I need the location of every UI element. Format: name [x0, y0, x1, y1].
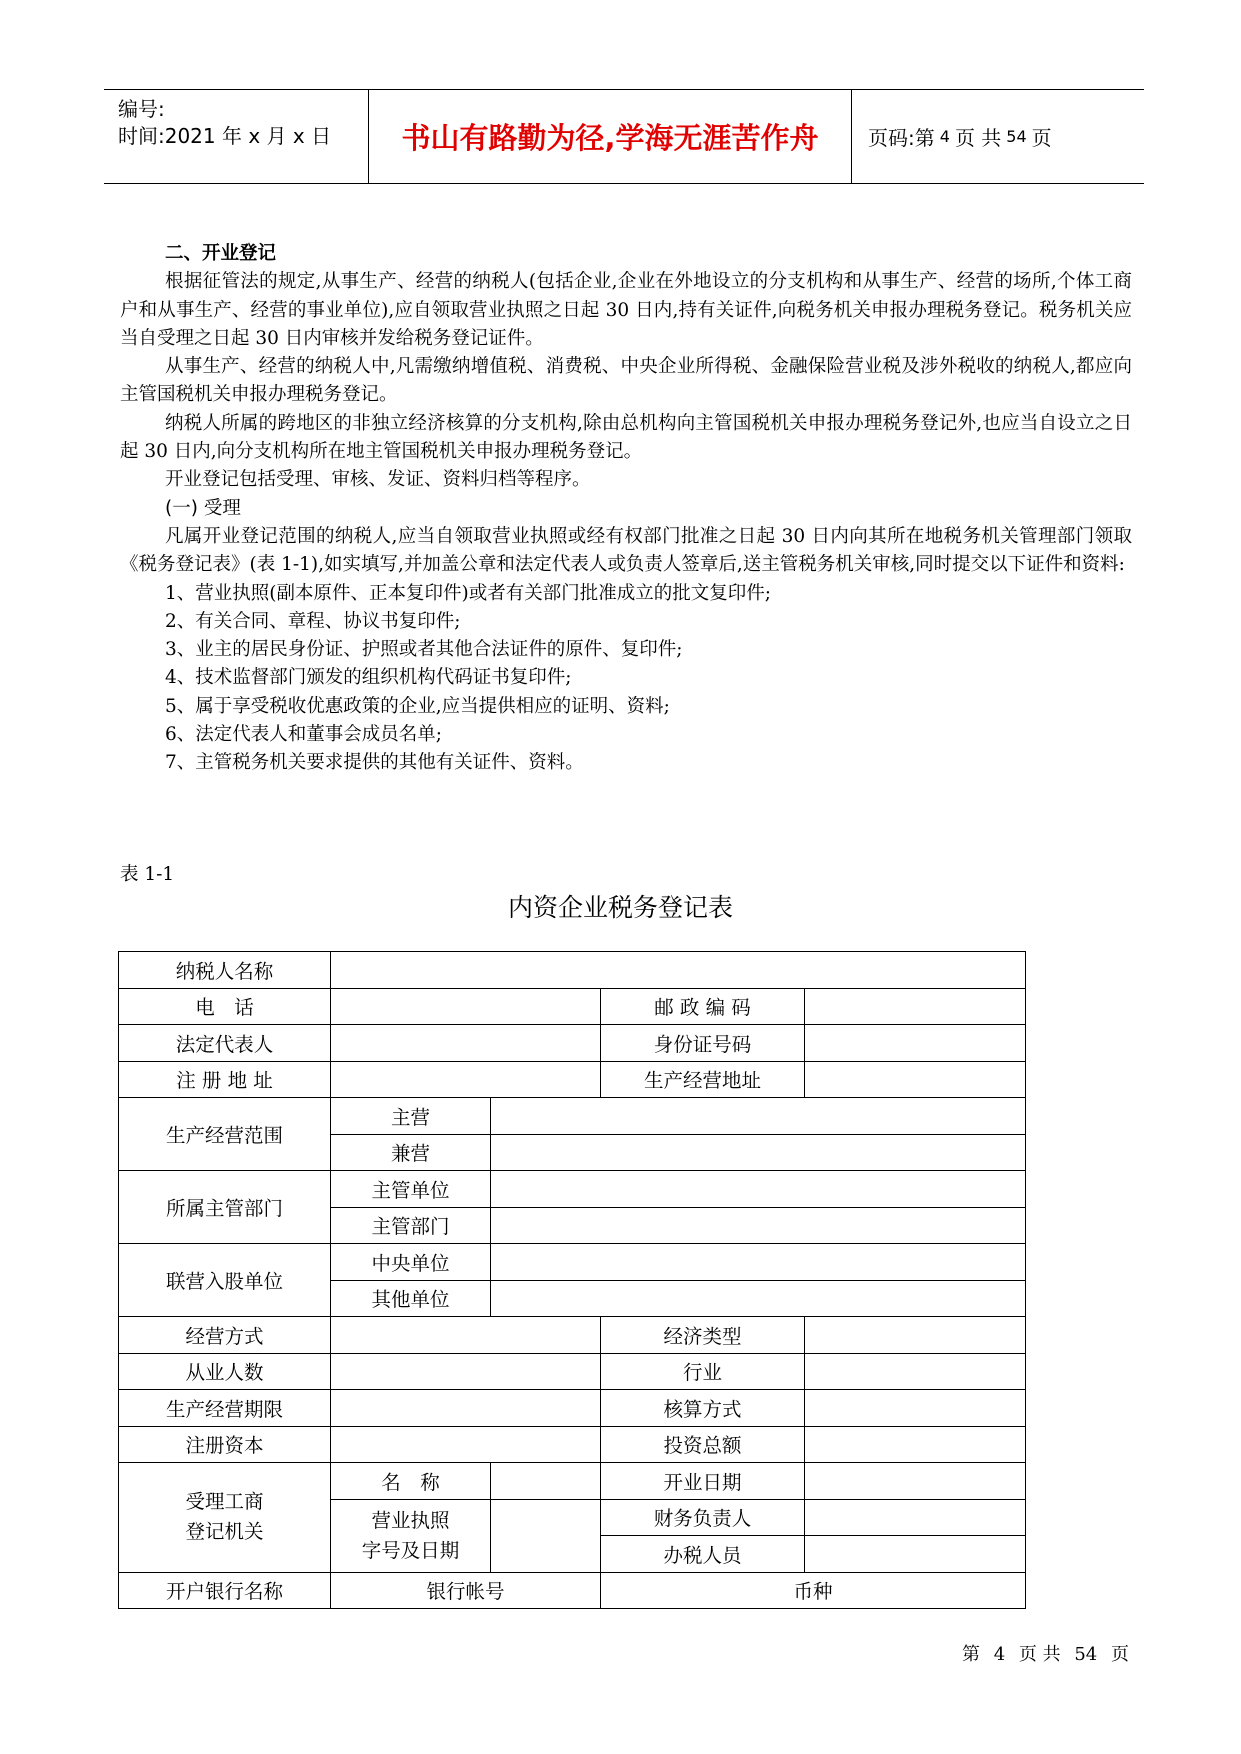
authority-name-field[interactable]: [491, 1463, 601, 1500]
table-row: [119, 1098, 1026, 1135]
econ-type-field[interactable]: [805, 1317, 1026, 1354]
joint-unit-label: 联营入股单位: [119, 1244, 331, 1317]
biz-period-label: 生产经营期限: [119, 1390, 331, 1427]
header-motto: 书山有路勤为径,学海无涯苦作舟: [369, 90, 852, 183]
biz-mode-label: 经营方式: [119, 1317, 331, 1354]
paragraph: 开业登记包括受理、审核、发证、资料归档等程序。: [165, 469, 591, 491]
sub-section-title: (一) 受理: [165, 497, 241, 519]
footer-prefix: 第: [961, 1644, 980, 1665]
list-item: 3、业主的居民身份证、护照或者其他合法证件的原件、复印件;: [165, 639, 683, 661]
id-number-label: 身份证号码: [601, 1025, 805, 1062]
authority-name-label: 名 称: [331, 1463, 491, 1500]
page-mid: 页 共: [954, 126, 1002, 150]
currency-label: 币种: [601, 1572, 1026, 1609]
biz-mode-field[interactable]: [331, 1317, 601, 1354]
footer-suffix: 页: [1111, 1644, 1129, 1665]
list-item: 7、主管税务机关要求提供的其他有关证件、资料。: [165, 752, 584, 774]
industry-field[interactable]: [805, 1353, 1026, 1390]
table-row: [119, 1061, 1026, 1098]
table-row: [119, 1025, 1026, 1062]
reg-authority-line-2: 登记机关: [185, 1520, 264, 1544]
biz-period-field[interactable]: [331, 1390, 601, 1427]
number-label: 编号:: [118, 97, 165, 121]
footer-total: 54: [1074, 1644, 1098, 1665]
page-total: 54: [1006, 127, 1027, 146]
phone-label: 电 话: [119, 988, 331, 1025]
document-body: [120, 240, 1132, 778]
taxpayer-name-field[interactable]: [331, 952, 1026, 989]
industry-label: 行业: [601, 1353, 805, 1390]
section-title: 二、开业登记: [165, 243, 277, 264]
list-item: 5、属于享受税收优惠政策的企业,应当提供相应的证明、资料;: [165, 695, 670, 717]
table-row: [119, 1390, 1026, 1427]
biz-scope-label: 生产经营范围: [119, 1098, 331, 1171]
biz-address-field[interactable]: [805, 1061, 1026, 1098]
table-row: [119, 1244, 1026, 1281]
page-prefix: 页码:第: [868, 126, 935, 150]
econ-type-label: 经济类型: [601, 1317, 805, 1354]
paragraph: 纳税人所属的跨地区的非独立经济核算的分支机构,除由总机构向主管国税机关申报办理税务登记外,也应当自设立之日起 30 日内,向分支机构所在地主管国税机关申报办理税务登记。: [120, 412, 1132, 463]
id-number-field[interactable]: [805, 1025, 1026, 1062]
bank-account-label: 银行帐号: [331, 1572, 601, 1609]
postcode-field[interactable]: [805, 988, 1026, 1025]
main-biz-field[interactable]: [491, 1098, 1026, 1135]
phone-field[interactable]: [331, 988, 601, 1025]
time-label: 时间:2021 年 x 月 x 日: [118, 124, 332, 148]
page-header: [104, 89, 1144, 184]
table-row: [119, 988, 1026, 1025]
open-date-field[interactable]: [805, 1463, 1026, 1500]
employees-field[interactable]: [331, 1353, 601, 1390]
header-page-indicator: [852, 90, 1144, 183]
table-label: 表 1-1: [120, 864, 175, 885]
supervisor-dept-label: 主管部门: [331, 1207, 491, 1244]
table-row: [119, 1317, 1026, 1354]
license-label: [331, 1499, 491, 1572]
supervisor-dept-field[interactable]: [491, 1207, 1026, 1244]
tax-staff-field[interactable]: [805, 1536, 1026, 1573]
license-field[interactable]: [491, 1499, 601, 1572]
legal-rep-label: 法定代表人: [119, 1025, 331, 1062]
accounting-label: 核算方式: [601, 1390, 805, 1427]
header-meta: [104, 90, 369, 183]
supervisor-unit-label: 主管单位: [331, 1171, 491, 1208]
employees-label: 从业人数: [119, 1353, 331, 1390]
postcode-label: 邮 政 编 码: [601, 988, 805, 1025]
table-row: [119, 1171, 1026, 1208]
paragraph: 根据征管法的规定,从事生产、经营的纳税人(包括企业,企业在外地设立的分支机构和从事生产、经营的场所,个体工商户和从事生产、经营的事业单位),应自领取营业执照之日起 30 日内,持有关证件,向税务机关申报办理税务登记。税务机关应当自受理之日起 30 日内审核并发给税务登记证件。: [120, 271, 1132, 349]
main-biz-label: 主营: [331, 1098, 491, 1135]
footer-page: 4: [993, 1644, 1006, 1665]
table-row: [119, 952, 1026, 989]
reg-address-field[interactable]: [331, 1061, 601, 1098]
table-row: [119, 1463, 1026, 1500]
open-date-label: 开业日期: [601, 1463, 805, 1500]
central-unit-field[interactable]: [491, 1244, 1026, 1281]
list-item: 6、法定代表人和董事会成员名单;: [165, 724, 443, 746]
other-unit-label: 其他单位: [331, 1280, 491, 1317]
reg-address-label: 注 册 地 址: [119, 1061, 331, 1098]
list-item: 2、有关合同、章程、协议书复印件;: [165, 610, 461, 632]
license-line-2: 字号及日期: [361, 1538, 460, 1562]
reg-authority-line-1: 受理工商: [185, 1490, 264, 1514]
central-unit-label: 中央单位: [331, 1244, 491, 1281]
dept-label: 所属主管部门: [119, 1171, 331, 1244]
reg-capital-label: 注册资本: [119, 1426, 331, 1463]
paragraph: 凡属开业登记范围的纳税人,应当自领取营业执照或经有权部门批准之日起 30 日内向其所在地税务机关管理部门领取《税务登记表》(表 1-1),如实填写,并加盖公章和法定代表人或负责人签章后,送主管税务机关审核,同时提交以下证件和资料:: [120, 525, 1132, 576]
list-item: 1、营业执照(副本原件、正本复印件)或者有关部门批准成立的批文复印件;: [165, 582, 771, 604]
page-suffix: 页: [1031, 126, 1052, 150]
table-row: [119, 1426, 1026, 1463]
reg-capital-field[interactable]: [331, 1426, 601, 1463]
finance-head-label: 财务负责人: [601, 1499, 805, 1536]
page-number: 4: [939, 127, 950, 146]
bank-name-label: 开户银行名称: [119, 1572, 331, 1609]
tax-staff-label: 办税人员: [601, 1536, 805, 1573]
legal-rep-field[interactable]: [331, 1025, 601, 1062]
reg-authority-label: [119, 1463, 331, 1573]
finance-head-field[interactable]: [805, 1499, 1026, 1536]
side-biz-field[interactable]: [491, 1134, 1026, 1171]
total-invest-field[interactable]: [805, 1426, 1026, 1463]
taxpayer-name-label: 纳税人名称: [119, 952, 331, 989]
license-line-1: 营业执照: [371, 1508, 450, 1532]
paragraph: 从事生产、经营的纳税人中,凡需缴纳增值税、消费税、中央企业所得税、金融保险营业税及涉外税收的纳税人,都应向主管国税机关申报办理税务登记。: [120, 356, 1132, 406]
accounting-field[interactable]: [805, 1390, 1026, 1427]
biz-address-label: 生产经营地址: [601, 1061, 805, 1098]
side-biz-label: 兼营: [331, 1134, 491, 1171]
list-item: 4、技术监督部门颁发的组织机构代码证书复印件;: [165, 667, 572, 689]
registration-form-table: [118, 951, 1026, 1609]
footer-mid: 页 共: [1018, 1644, 1061, 1665]
table-row: [119, 1353, 1026, 1390]
table-title: 内资企业税务登记表: [507, 893, 733, 922]
table-row: [119, 1572, 1026, 1609]
other-unit-field[interactable]: [491, 1280, 1026, 1317]
page-footer: [954, 1640, 1129, 1666]
total-invest-label: 投资总额: [601, 1426, 805, 1463]
supervisor-unit-field[interactable]: [491, 1171, 1026, 1208]
